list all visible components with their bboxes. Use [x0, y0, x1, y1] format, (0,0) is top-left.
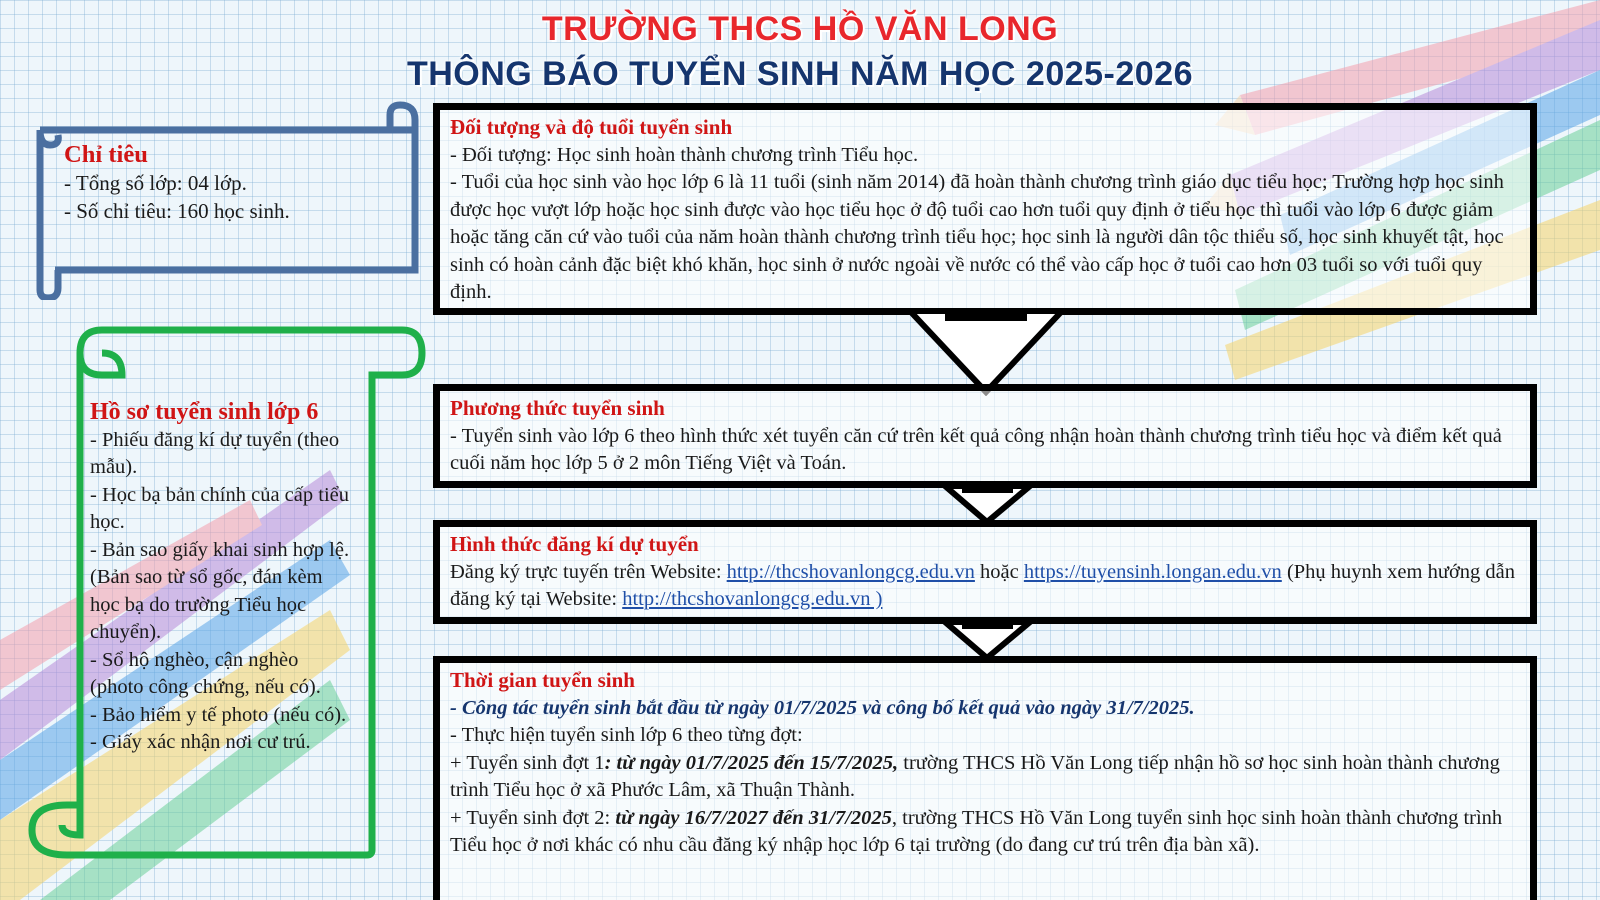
- school-website-link[interactable]: http://thcshovanlongcg.edu.vn: [726, 560, 975, 583]
- schedule-phase-2: [450, 805, 1518, 860]
- phase2-rest: , trường THCS Hồ Văn Long tuyển sinh học sinh hoàn thành chương trình Tiểu học ở nơi khác có nhu cầu đăng ký nhập học lớp 6 tại trường (do đang cư trú trên địa bàn xã).: [450, 806, 1503, 856]
- dossier-line: - Sổ hộ nghèo, cận nghèo (photo công chứng, nếu có).: [90, 648, 321, 698]
- phase2-prefix: + Tuyển sinh đợt 2:: [450, 806, 616, 829]
- schedule-phase-1: [450, 750, 1518, 805]
- registration-text-1: Đăng ký trực tuyến trên Website:: [450, 560, 727, 583]
- eligibility-box: [433, 103, 1537, 315]
- notice-title: THÔNG BÁO TUYỂN SINH NĂM HỌC 2025-2026: [406, 55, 1194, 93]
- registration-text-3: (Phụ huynh xem hướng dẫn đăng ký tại Website:: [450, 560, 1516, 610]
- method-line: - Tuyển sinh vào lớp 6 theo hình thức xét tuyển căn cứ trên kết quả công nhận hoàn thành chương trình tiểu học và điểm kết quả cuối năm học lớp 5 ở 2 môn Tiếng Việt và Toán.: [450, 424, 1502, 474]
- dossier-line: - Bảo hiểm y tế photo (nếu có).: [90, 703, 347, 726]
- method-title: Phương thức tuyển sinh: [450, 396, 665, 420]
- phase1-rest: trường THCS Hồ Văn Long tiếp nhận hồ sơ học sinh hoàn thành chương trình Tiểu học ở xã Phước Lâm, xã Thuận Thành.: [450, 751, 1500, 801]
- school-name: TRƯỜNG THCS HỒ VĂN LONG: [541, 10, 1059, 48]
- guide-website-link[interactable]: http://thcshovanlongcg.edu.vn ): [622, 588, 883, 610]
- method-box: [433, 384, 1537, 488]
- quota-panel: [64, 141, 394, 225]
- dossier-line: - Học bạ bản chính của cấp tiểu học.: [90, 483, 349, 533]
- schedule-box: [433, 656, 1537, 900]
- schedule-start-text: - Công tác tuyển sinh bắt đầu từ ngày 01/7/2025 và công bố kết quả vào ngày 31/7/2025.: [450, 696, 1195, 719]
- dossier-title: Hồ sơ tuyển sinh lớp 6: [90, 399, 319, 425]
- phase2-dates: từ ngày 16/7/2027 đến 31/7/2025: [615, 806, 892, 829]
- quota-line: - Tổng số lớp: 04 lớp.: [64, 171, 247, 195]
- eligibility-line: - Đối tượng: Học sinh hoàn thành chương trình Tiểu học.: [450, 143, 919, 166]
- phase1-dates: : từ ngày 01/7/2025 đến 15/7/2025,: [604, 751, 899, 774]
- schedule-phases-intro: - Thực hiện tuyển sinh lớp 6 theo từng đợt:: [450, 724, 803, 746]
- eligibility-title: Đối tượng và độ tuổi tuyển sinh: [450, 115, 733, 139]
- quota-title: Chỉ tiêu: [64, 141, 148, 168]
- quota-line: - Số chỉ tiêu: 160 học sinh.: [64, 199, 290, 223]
- eligibility-line: - Tuổi của học sinh vào học lớp 6 là 11 tuổi (sinh năm 2014) đã hoàn thành chương trình giáo dục tiểu học; Trường hợp học sinh được học vượt lớp hoặc học sinh được vào học tiểu học ở độ tuổi cao hơn tuổi quy định ở tiểu học thì tuổi vào lớp 6 được giảm hoặc tăng căn cứ vào tuổi của năm hoàn thành chương trình tiểu học; học sinh là người dân tộc thiểu số, học sinh khuyết tật, học sinh có hoàn cảnh đặc biệt khó khăn, học sinh ở nước ngoài về nước có thể vào cấp học ở tuổi cao hơn 03 tuổi so với tuổi quy định.: [450, 171, 1504, 303]
- dossier-panel: [90, 399, 355, 757]
- registration-text-2: hoặc: [974, 560, 1024, 583]
- schedule-title: Thời gian tuyển sinh: [450, 668, 635, 692]
- dossier-line: - Bản sao giấy khai sinh hợp lệ. (Bản sao từ sổ gốc, đán kèm học bạ do trường Tiểu học chuyển).: [90, 538, 350, 643]
- registration-box: [433, 520, 1537, 624]
- registration-text: [450, 559, 1518, 614]
- registration-title: Hình thức đăng kí dự tuyển: [450, 532, 699, 556]
- dossier-line: - Giấy xác nhận nơi cư trú.: [90, 731, 311, 753]
- dossier-line: - Phiếu đăng kí dự tuyển (theo mẫu).: [90, 428, 340, 478]
- schedule-start: [450, 695, 1518, 723]
- phase1-prefix: + Tuyển sinh đợt 1: [450, 751, 605, 774]
- flow-arrow-down-icon: [900, 308, 1075, 396]
- province-website-link[interactable]: https://tuyensinh.longan.edu.vn: [1023, 560, 1282, 583]
